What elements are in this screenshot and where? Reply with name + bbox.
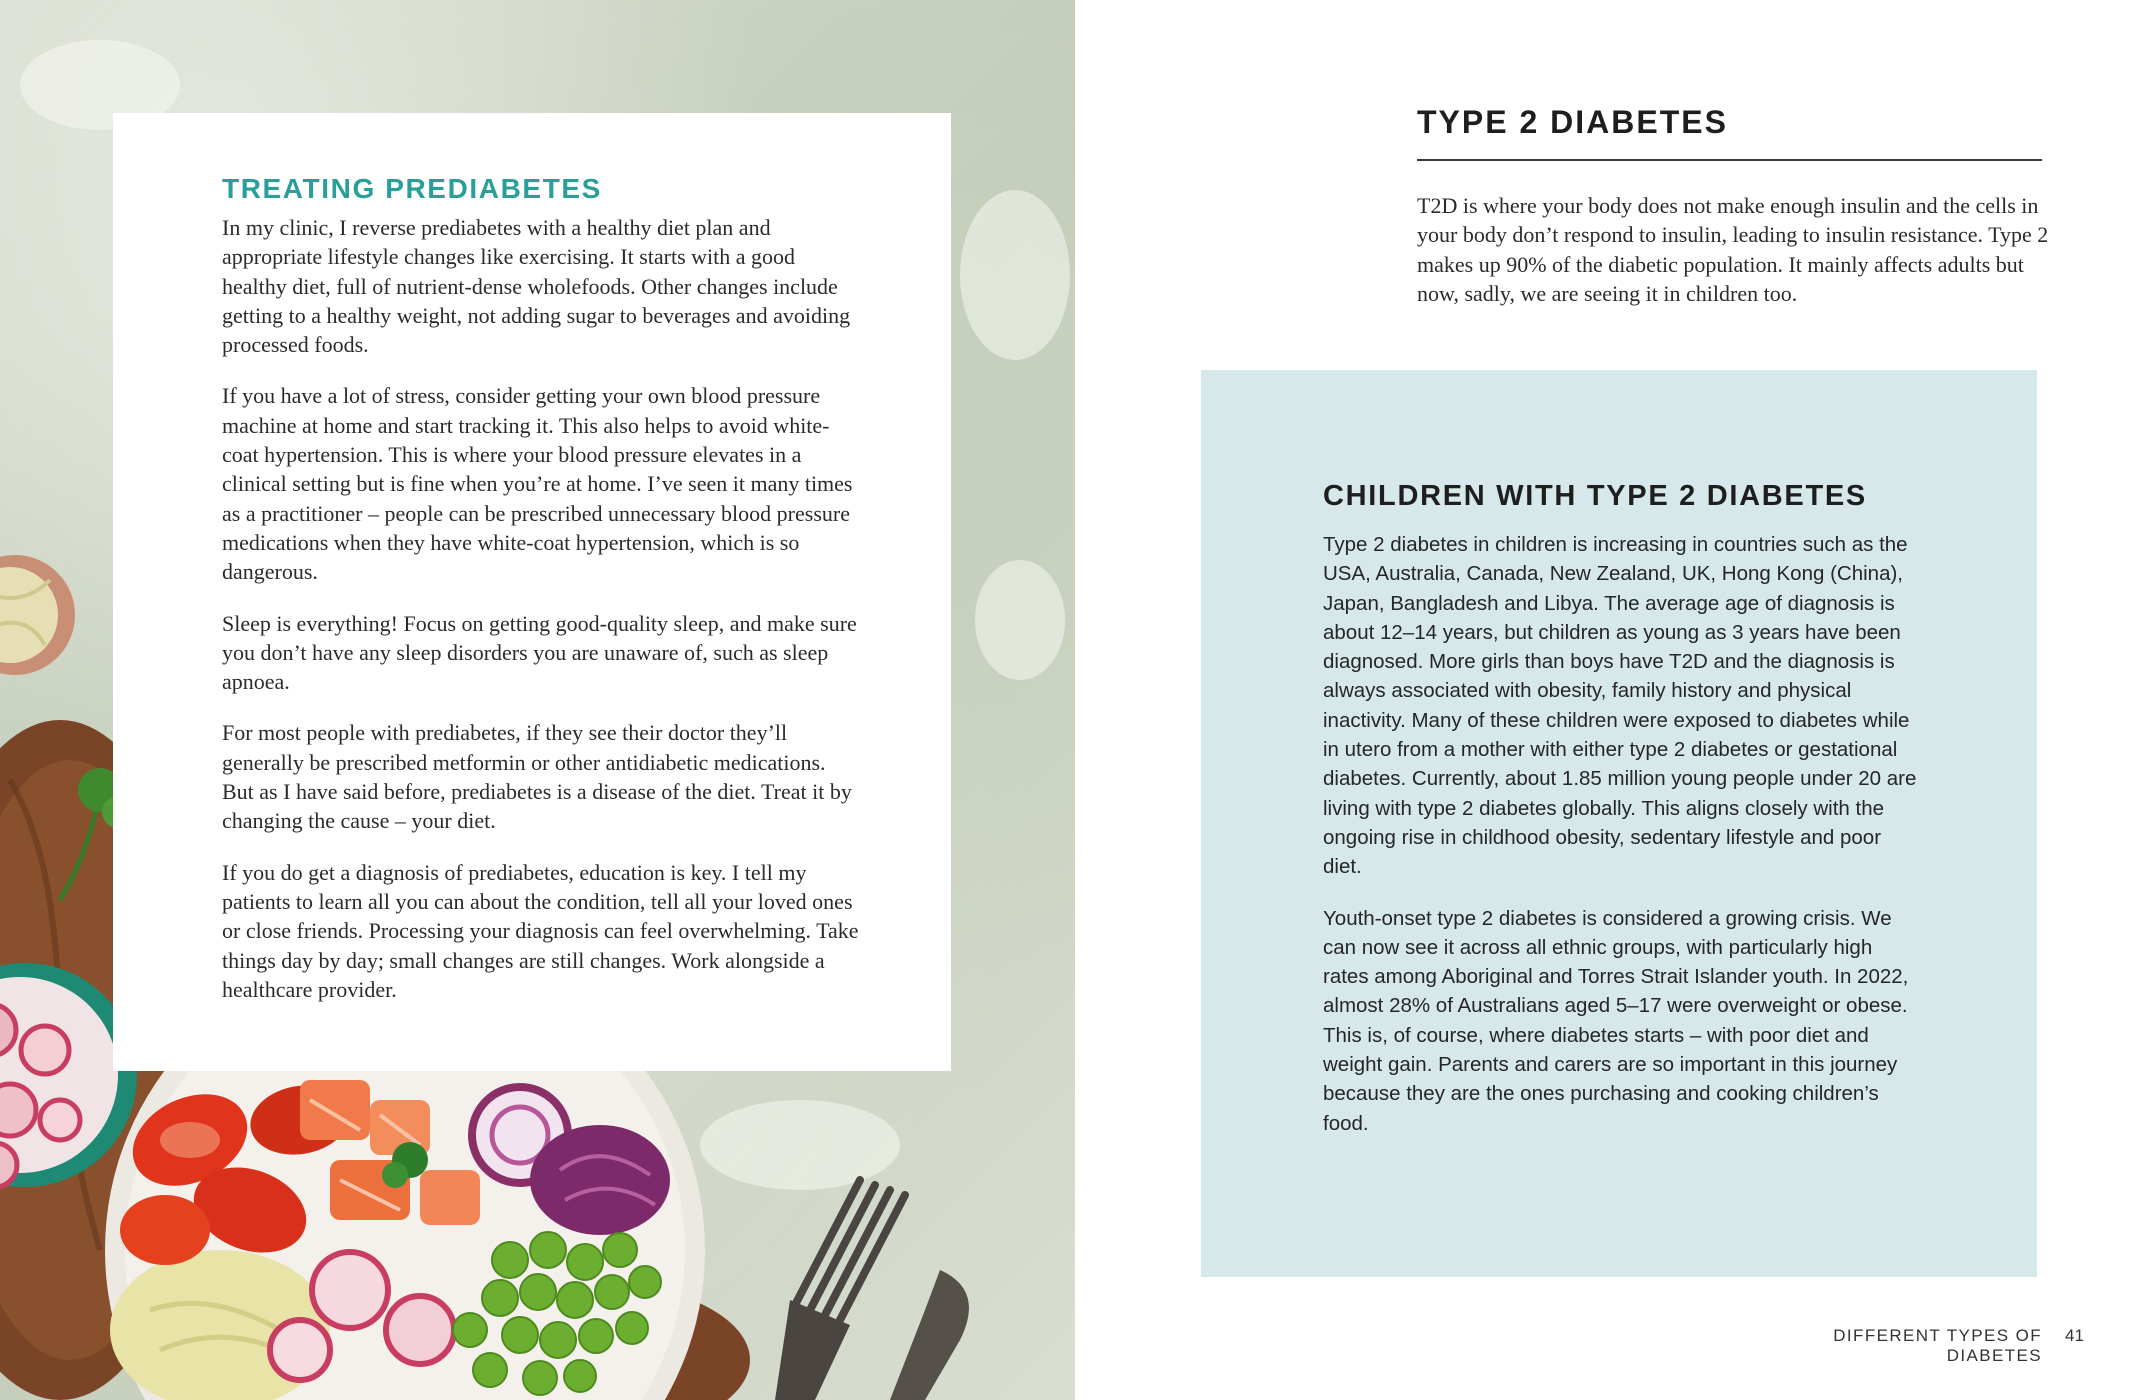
treating-prediabetes-body: [222, 213, 862, 1026]
paragraph: Sleep is everything! Focus on getting good-quality sleep, and make sure you don’t have any sleep disorders you are unaware of, such as sleep apnoea.: [222, 610, 857, 695]
page-number: 41: [2065, 1326, 2084, 1345]
type-2-diabetes-heading: TYPE 2 DIABETES: [1417, 104, 1728, 140]
cutlery: [775, 1180, 969, 1400]
paragraph: Youth-onset type 2 diabetes is considered a growing crisis. We can now see it across all ethnic groups, with particularly high rates among Aboriginal and Torres Strait Islander youth. In 2022, almost 28% of Australians aged 5–17 were overweight or obese. This is, of course, where diabetes starts – with poor diet and weight gain. Parents and carers are so important in this journey because they are the ones purchasing and cooking children’s food.: [1323, 906, 1909, 1135]
children-with-t2d-box: [1201, 370, 2037, 1277]
paragraph: If you have a lot of stress, consider getting your own blood pressure machine at home and start tracking it. This also helps to avoid white-coat hypertension. This is where your blood pressure elevates in a clinical setting but is fine when you’re at home. I’ve seen it many times as a practitioner – people can be prescribed unnecessary blood pressure medications when they have white-coat hypertension, which is so dangerous.: [222, 383, 853, 585]
paragraph: For most people with prediabetes, if they see their doctor they’ll generally be prescribed metformin or other antidiabetic medications. But as I have said before, prediabetes is a disease of the diet. Treat it by changing the cause – your diet.: [222, 720, 852, 834]
paragraph: If you do get a diagnosis of prediabetes, education is key. I tell my patients to learn all you can about the condition, tell all your loved ones or close friends. Processing your diagnosis can feel overwhelming. Take things day by day; small changes are still changes. Work alongside a healthcare provider.: [222, 859, 859, 1002]
children-with-t2d-heading: CHILDREN WITH TYPE 2 DIABETES: [1323, 480, 1867, 512]
children-with-t2d-body: [1323, 530, 1923, 1160]
running-head: DIFFERENT TYPES OF DIABETES: [1833, 1326, 2042, 1365]
right-page: [1075, 0, 2151, 1400]
paragraph: Type 2 diabetes in children is increasing in countries such as the USA, Australia, Canada, New Zealand, UK, Hong Kong (China), Japan, Bangladesh and Libya. The average age of diagnosis is about 12–14 years, but children as young as 3 years have been diagnosed. More girls than boys have T2D and the diagnosis is always associated with obesity, family history and physical inactivity. Many of these children were exposed to diabetes while in utero from a mother with either type 2 diabetes or gestational diabetes. Currently, about 1.85 million young people under 20 are living with type 2 diabetes globally. This aligns closely with the ongoing rise in childhood obesity, sedentary lifestyle and poor diet.: [1323, 533, 1917, 879]
paragraph: In my clinic, I reverse prediabetes with a healthy diet plan and appropriate lifestyle changes like exercising. It starts with a good healthy diet, full of nutrient-dense wholefoods. Other changes include getting to a healthy weight, not adding sugar to beverages and avoiding processed foods.: [222, 215, 851, 358]
heading-divider: [1417, 159, 2042, 161]
treating-prediabetes-heading: TREATING PREDIABETES: [222, 173, 602, 204]
type-2-diabetes-intro: T2D is where your body does not make enough insulin and the cells in your body don’t respond to insulin, leading to insulin resistance. Type 2 makes up 90% of the diabetic population. It mainly affects adults but now, sadly, we are seeing it in children too.: [1417, 193, 2049, 306]
left-page: [0, 0, 1075, 1400]
cabbage-bowl: [0, 555, 75, 675]
treating-prediabetes-panel: [113, 113, 951, 1071]
